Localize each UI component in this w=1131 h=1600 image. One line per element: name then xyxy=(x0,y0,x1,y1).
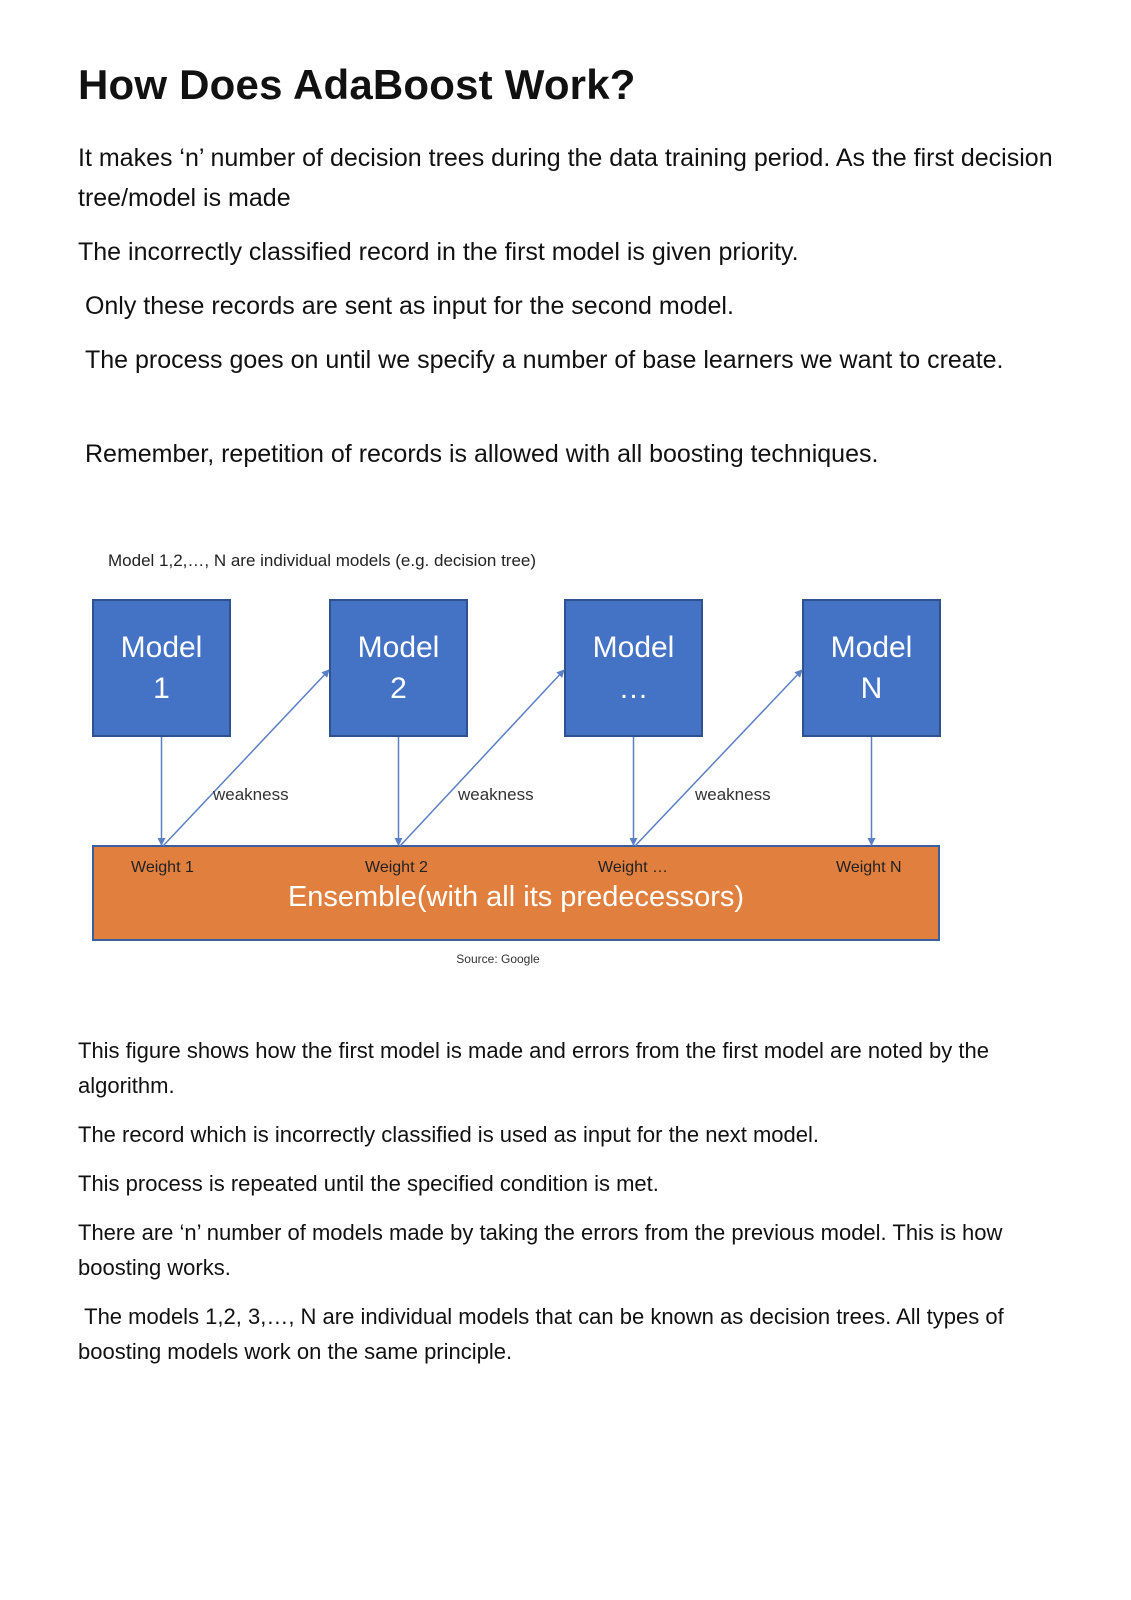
ensemble-label: Ensemble(with all its predecessors) xyxy=(287,881,745,913)
model-box-1 xyxy=(93,600,230,736)
weakness-label-3: weakness xyxy=(695,785,771,804)
figure-caption: Model 1,2,…, N are individual models (e.g. decision tree) xyxy=(108,551,537,570)
model-box-n xyxy=(803,600,940,736)
weight-label-3: Weight … xyxy=(598,859,668,876)
model-box-3 xyxy=(565,600,702,736)
weakness-label-1: weakness xyxy=(213,785,289,804)
body-paragraph-3: This process is repeated until the specified condition is met. xyxy=(78,1171,659,1196)
model-1-number: 1 xyxy=(153,672,170,705)
model-3-number: … xyxy=(618,672,649,705)
model-2-number: 2 xyxy=(390,672,407,705)
body-paragraph-1: This figure shows how the first model is made and errors from the first model are noted by the algorithm. xyxy=(78,1038,989,1098)
model-2-label: Model xyxy=(357,631,440,664)
weight-label-n: Weight N xyxy=(836,859,902,876)
intro-paragraph-3: Only these records are sent as input for the second model. xyxy=(78,292,734,320)
body-paragraph-4: There are ‘n’ number of models made by taking the errors from the previous model. This is how boosting works. xyxy=(78,1220,1003,1280)
model-n-label: Model xyxy=(830,631,913,664)
weight-label-1: Weight 1 xyxy=(131,859,194,876)
weakness-label-2: weakness xyxy=(458,785,534,804)
intro-paragraph-4: The process goes on until we specify a number of base learners we want to create. xyxy=(78,346,1004,374)
model-box-2 xyxy=(330,600,467,736)
intro-paragraph-2: The incorrectly classified record in the first model is given priority. xyxy=(78,238,799,266)
figure-source: Source: Google xyxy=(456,952,540,966)
body-paragraph-5: The models 1,2, 3,…, N are individual models that can be known as decision trees. All types of boosting models work on the same principle. xyxy=(78,1304,1010,1364)
model-3-label: Model xyxy=(592,631,675,664)
body-paragraph-2: The record which is incorrectly classified is used as input for the next model. xyxy=(78,1122,819,1147)
intro-paragraph-1: It makes ‘n’ number of decision trees during the data training period. As the first decision tree/model is made xyxy=(78,144,1053,212)
model-1-label: Model xyxy=(120,631,203,664)
model-n-number: N xyxy=(860,672,883,705)
weight-label-2: Weight 2 xyxy=(365,859,428,876)
intro-paragraph-5: Remember, repetition of records is allowed with all boosting techniques. xyxy=(78,440,879,468)
page-title: How Does AdaBoost Work? xyxy=(78,61,636,108)
